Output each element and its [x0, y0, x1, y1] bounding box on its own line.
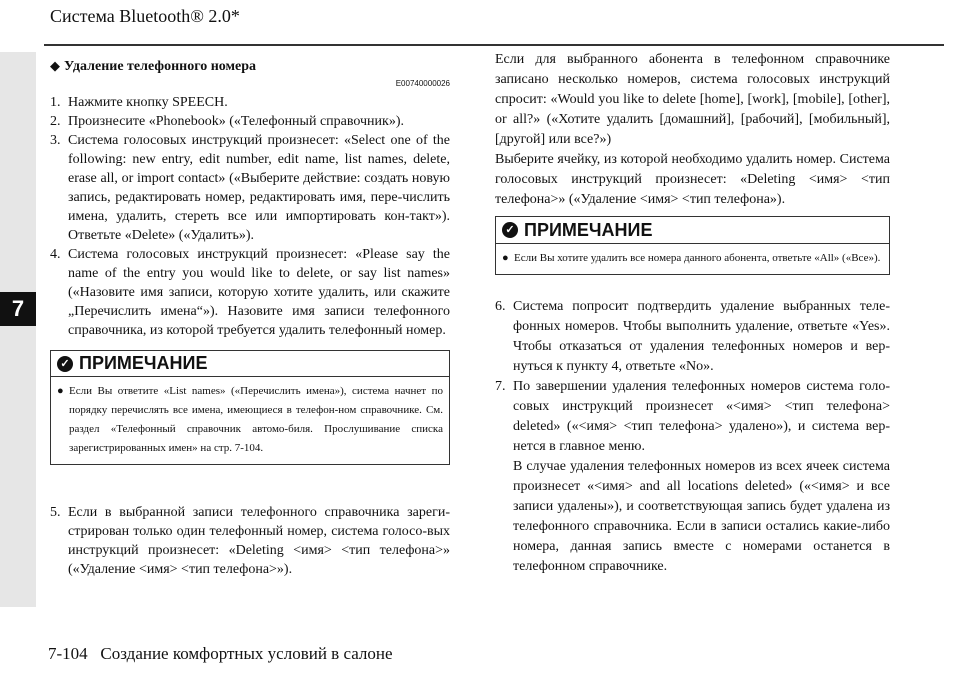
footer-section-title: Создание комфортных условий в салоне: [100, 644, 393, 663]
step-number: 3.: [50, 133, 61, 148]
note-title: ПРИМЕЧАНИЕ: [524, 220, 653, 240]
step-item: [50, 93, 450, 112]
page-footer: [48, 644, 393, 664]
bullet-icon: ●: [502, 252, 509, 264]
step-number: 5.: [50, 505, 61, 520]
step-text: Нажмите кнопку SPEECH.: [68, 95, 228, 110]
step-text: По завершении удаления телефонных номеров система голо-совых инструкций произнесет «<имя> <тип телефона> deleted» («<имя> <тип телефона> удалено»), и система вер-нется в главное меню.: [513, 379, 890, 454]
step-text: Произнесите «Phonebook» («Телефонный справочник»).: [68, 114, 405, 129]
note-title: ПРИМЕЧАНИЕ: [79, 353, 208, 373]
note-header: [51, 351, 449, 377]
check-icon: ✓: [57, 356, 73, 372]
header-rule: [44, 44, 944, 46]
step-item: [50, 112, 450, 131]
step-number: 6.: [495, 299, 506, 314]
step-text: Система попросит подтвердить удаление выбранных теле-фонных номеров. Чтобы выполнить удаление, ответьте «Yes». Чтобы отказаться от удаления телефонных номеров и вер-нуться к пункту 4, ответьте «No».: [513, 299, 890, 374]
chapter-number: 7: [0, 292, 36, 326]
note-text: Если Вы ответите «List names» («Перечислить имена»), система начнет по порядку перечислять все имена, имеющиеся в телефон-ном справочнике. См. раздел «Телефонный справочник автомо-биля. Прослушивание списка зарегистрированных имен» на стр. 7-104.: [69, 385, 443, 454]
step-item: [50, 245, 450, 340]
section-title-text: Удаление телефонного номера: [64, 59, 257, 74]
step-number: 7.: [495, 379, 506, 394]
step-item: [495, 377, 890, 457]
step-text: Система голосовых инструкций произнесет: «Please say the name of the entry you would like to delete, or say list names» («Назовите имя записи, которую хотите удалить, или скажите „Перечислить имена“»). Назовите имя записи телефонного справочника, из которой требуется удалить телефонный номер.: [68, 247, 450, 338]
diamond-icon: ◆: [50, 58, 60, 73]
section-code: E00740000026: [395, 79, 450, 88]
paragraph: Выберите ячейку, из которой необходимо удалить номер. Система голосовых инструкций произнесет: «Deleting <имя> <тип телефона>» («Удаление <имя> <тип телефона»).: [495, 152, 890, 207]
chapter-sidebar: [0, 52, 36, 607]
step-item: [495, 297, 890, 377]
note-box: [50, 350, 450, 465]
section-title: [50, 56, 450, 76]
note-header: [496, 217, 889, 244]
bullet-icon: ●: [57, 385, 64, 397]
check-icon: ✓: [502, 222, 518, 238]
step-text: Если в выбранной записи телефонного справочника зареги-стрирован только один телефонный номер, система голосо-вых инструкций произнесет: «Deleting <имя> <тип телефона>» («Удаление <имя> <тип телефона>»).: [68, 505, 450, 577]
right-column: [495, 50, 890, 577]
note-box: [495, 216, 890, 275]
step-number: 4.: [50, 247, 61, 262]
page-number: 7-104: [48, 644, 88, 663]
paragraph: Если для выбранного абонента в телефонном справочнике записано несколько номеров, система голосовых инструкций спросит: «Would you like to delete [home], [work], [mobile], [other], or all?» («Хотите удалить [домашний], [рабочий], [мобильный], [другой] или все?»): [495, 52, 890, 147]
step-text: Система голосовых инструкций произнесет: «Select one of the following: new entry, edit number, edit name, list names, delete, erase all, or import contact» («Выберите действие: создать новую запись, редактировать номер, редактировать имя, пере-числить имена, удалить, стереть все или импортировать кон-такт»). Ответьте «Delete» («Удалить»).: [68, 133, 450, 243]
note-text: Если Вы хотите удалить все номера данного абонента, ответьте «All» («Все»).: [514, 252, 881, 264]
note-body: [51, 377, 449, 464]
step-item: [50, 131, 450, 245]
header-title: Система Bluetooth® 2.0*: [50, 6, 240, 26]
paragraph: В случае удаления телефонных номеров из всех ячеек система произнесет «<имя> and all locations deleted» («<имя> и все записи удалены»), и соответствующая запись будет удалена из телефонного справочника. Если в записи остались какие-либо номера, данная запись вместе с номерами останется в телефонном справочнике.: [513, 459, 890, 574]
left-column: [50, 56, 450, 579]
step-number: 2.: [50, 114, 61, 129]
step-item: [50, 503, 450, 579]
note-body: [496, 244, 889, 274]
step-number: 1.: [50, 95, 61, 110]
